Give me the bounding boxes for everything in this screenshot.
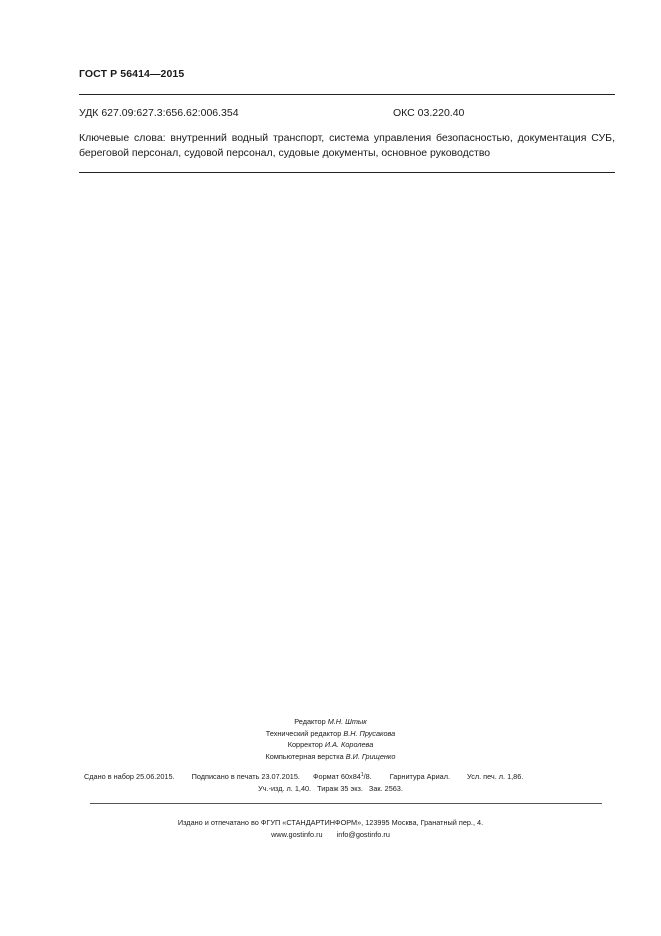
paper-format <box>313 772 372 781</box>
keywords-paragraph: Ключевые слова: внутренний водный транспорт, система управления безопасностью, документация СУБ, береговой персонал, судовой персонал, судовые документы, основное руководство <box>79 132 615 159</box>
credits-block <box>0 716 661 762</box>
layout-label: Компьютерная верстка <box>265 751 344 761</box>
typeface: Гарнитура Ариал. <box>389 772 451 782</box>
document-number: ГОСТ Р 56414—2015 <box>79 68 185 80</box>
format-suffix: /8. <box>363 772 372 782</box>
tech-editor-name: В.Н. Прусакова <box>343 728 396 738</box>
layout-line <box>0 751 661 763</box>
website-link[interactable]: www.gostinfo.ru <box>271 830 323 839</box>
print-sheets: Усл. печ. л. 1,86. <box>467 772 524 782</box>
header-divider <box>79 94 615 95</box>
format-prefix: Формат 60х84 <box>312 772 361 782</box>
tech-editor-line <box>0 728 661 740</box>
imprint-divider <box>90 803 602 804</box>
udc-code: УДК 627.09:627.3:656.62:006.354 <box>79 107 239 119</box>
editor-name: М.Н. Штык <box>327 717 367 726</box>
oks-code: ОКС 03.220.40 <box>393 107 465 119</box>
publisher-contacts <box>0 830 661 839</box>
proofreader-line <box>0 739 661 751</box>
editor-label: Редактор <box>294 717 326 726</box>
submitted-date: Сдано в набор 25.06.2015. <box>84 772 175 782</box>
publisher-sheets: Уч.-изд. л. 1,40. <box>258 784 312 793</box>
print-info-line-1 <box>84 772 523 781</box>
format-superscript: 1 <box>360 772 364 778</box>
email-link[interactable]: info@gostinfo.ru <box>336 830 390 839</box>
print-run: Тираж 35 экз. <box>317 784 363 793</box>
keywords-divider <box>79 172 615 173</box>
proofreader-label: Корректор <box>287 740 323 749</box>
signed-date: Подписано в печать 23.07.2015. <box>191 772 300 782</box>
editor-line <box>0 716 661 728</box>
tech-editor-label: Технический редактор <box>265 728 342 738</box>
proofreader-name: И.А. Королева <box>324 740 374 749</box>
publisher-line: Издано и отпечатано во ФГУП «СТАНДАРТИНФОРМ», 123995 Москва, Гранатный пер., 4. <box>177 818 484 827</box>
print-info-line-2 <box>0 784 661 793</box>
layout-name: В.И. Грищенко <box>345 751 396 761</box>
order-number: Зак. 2563. <box>368 784 403 793</box>
